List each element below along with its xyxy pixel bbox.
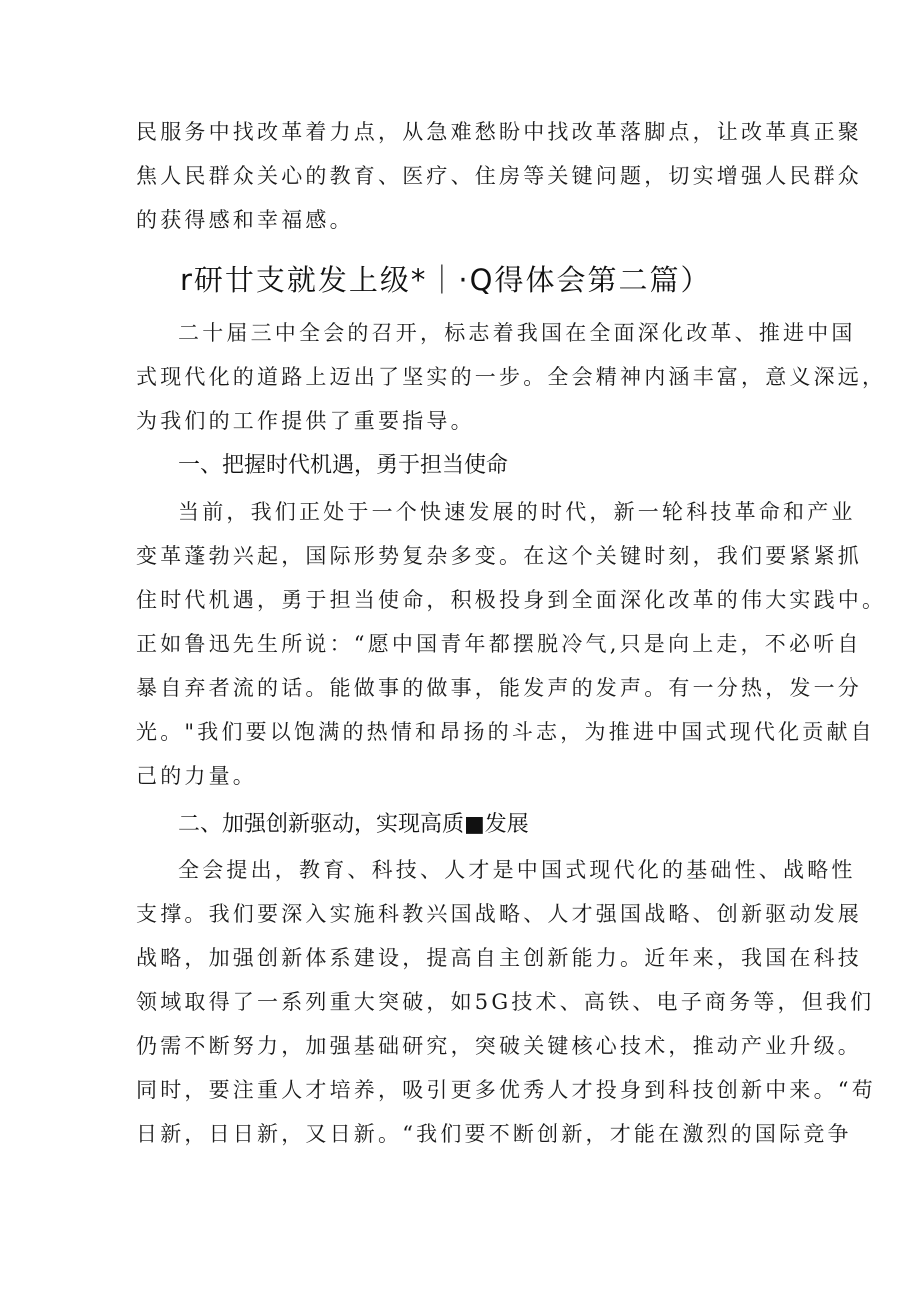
text-line: 战略，加强创新体系建设，提高自主创新能力。近年来，我国在科技 xyxy=(136,946,862,970)
text-line: 支撑。我们要深入实施科教兴国战略、人才强国战略、创新驱动发展 xyxy=(136,902,862,926)
text-line: 同时，要注重人才培养，吸引更多优秀人才投身到科技创新中来。“苟 xyxy=(136,1078,876,1102)
text-line: 民服务中找改革着力点，从急难愁盼中找改革落脚点，让改革真正聚 xyxy=(136,120,862,144)
text-line: 二十届三中全会的召开，标志着我国在全面深化改革、推进中国 xyxy=(178,321,856,345)
section-heading-2: 二、加强创新驱动，实现高质■发展 xyxy=(178,812,529,837)
intro-paragraph xyxy=(136,110,862,242)
text-line: 光。"我们要以饱满的热情和昂扬的斗志，为推进中国式现代化贡献自 xyxy=(136,720,875,744)
text-line: 己的力量。 xyxy=(136,764,257,788)
text-line: 领域取得了一系列重大突破，如5G技术、高铁、电子商务等，但我们 xyxy=(136,990,875,1014)
section-heading-1: 一、把握时代机遇，勇于担当使命 xyxy=(178,453,509,478)
paragraph-1 xyxy=(136,311,887,443)
text-line: 式现代化的道路上迈出了坚实的一步。全会精神内涵丰富，意义深远， xyxy=(136,365,887,389)
text-line: 的获得感和幸福感。 xyxy=(136,208,354,232)
text-line: 焦人民群众关心的教育、医疗、住房等关键问题，切实增强人民群众 xyxy=(136,164,862,188)
text-line: 变革蓬勃兴起，国际形势复杂多变。在这个关键时刻，我们要紧紧抓 xyxy=(136,544,862,568)
text-line: 正如鲁迅先生所说：“愿中国青年都摆脱冷气,只是向上走，不必听自 xyxy=(136,632,862,656)
paragraph-2 xyxy=(136,490,887,798)
text-line: 当前，我们正处于一个快速发展的时代，新一轮科技革命和产业 xyxy=(178,500,856,524)
text-line: 全会提出，教育、科技、人才是中国式现代化的基础性、战略性 xyxy=(178,858,856,882)
paragraph-3 xyxy=(136,848,876,1156)
text-line: 日新，日日新，又日新。“我们要不断创新，才能在激烈的国际竞争 xyxy=(136,1122,852,1146)
text-line: 住时代机遇，勇于担当使命，积极投身到全面深化改革的伟大实践中。 xyxy=(136,588,887,612)
text-line: 仍需不断努力，加强基础研究，突破关键核心技术，推动产业升级。 xyxy=(136,1034,862,1058)
article-title: r研廿支就发上级*｜·Q得体会第二篇） xyxy=(180,263,712,297)
text-line: 为我们的工作提供了重要指导。 xyxy=(136,409,475,433)
text-line: 暴自弃者流的话。能做事的做事，能发声的发声。有一分热，发一分 xyxy=(136,676,862,700)
